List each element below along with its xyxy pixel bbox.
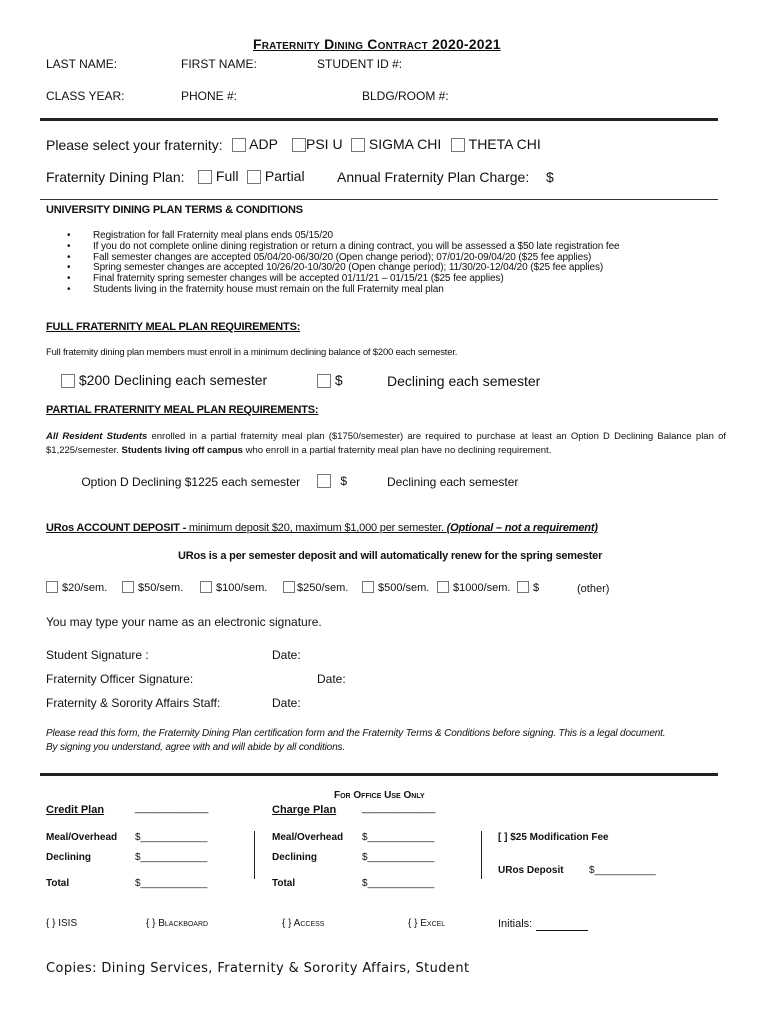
uros-100-checkbox[interactable]	[200, 581, 212, 593]
uros-20-label: $20/sem.	[62, 582, 108, 594]
uros-option-500[interactable]	[362, 581, 429, 594]
charge-meal-overhead-value: $____________	[362, 832, 435, 843]
terms-item: • If you do not complete online dining registration or return a dining contract, you will be assessed a $50 late registration fee	[67, 242, 620, 253]
uros-option-20[interactable]	[46, 581, 107, 594]
uros-custom-checkbox[interactable]	[517, 581, 529, 593]
credit-declining-value: $____________	[135, 852, 208, 863]
credit-declining-label: Declining	[46, 852, 92, 863]
uros-heading-label: URos ACCOUNT DEPOSIT -	[46, 522, 187, 534]
full-200-label: $200 Declining each semester	[78, 372, 268, 388]
uros-50-label: $50/sem.	[138, 582, 184, 594]
partial-custom-symbol: $	[340, 474, 348, 488]
uros-500-label: $500/sem.	[378, 582, 430, 594]
fraternity-option-theta-chi[interactable]	[451, 136, 541, 152]
uros-custom-symbol: $	[533, 582, 540, 594]
first-name-label: FIRST NAME:	[181, 57, 257, 71]
full-custom-text: Declining each semester	[387, 373, 541, 389]
partial-label: Partial	[264, 168, 305, 184]
uros-option-100[interactable]	[200, 581, 267, 594]
system-access: { } Access	[282, 918, 325, 929]
uros-other-label: (other)	[577, 583, 610, 595]
full-plan-text: Full fraternity dining plan members must enroll in a minimum declining balance of $200 each semester.	[46, 347, 458, 358]
terms-heading: UNIVERSITY DINING PLAN TERMS & CONDITIONS	[46, 204, 303, 216]
uros-deposit-value: $___________	[589, 865, 656, 876]
uros-option-250[interactable]	[283, 581, 348, 594]
theta-chi-checkbox[interactable]	[451, 138, 465, 152]
credit-meal-overhead-value: $____________	[135, 832, 208, 843]
plan-option-partial[interactable]	[247, 168, 305, 184]
partial-option-custom[interactable]	[317, 474, 347, 488]
uros-option-50[interactable]	[122, 581, 183, 594]
staff-signature-label: Fraternity & Sorority Affairs Staff:	[46, 696, 221, 710]
terms-item: • Registration for fall Fraternity meal plans ends 05/15/20	[67, 231, 620, 242]
system-excel: { } Excel	[408, 918, 446, 929]
sigma-chi-checkbox[interactable]	[351, 138, 365, 152]
fraternity-option-adp[interactable]	[232, 136, 278, 152]
plan-option-full[interactable]	[198, 168, 238, 184]
dining-plan-label: Fraternity Dining Plan:	[46, 169, 185, 185]
fraternity-select-label: Please select your fraternity:	[46, 137, 223, 153]
resident-students-emphasis: All Resident Students	[46, 431, 148, 442]
office-column-divider-1	[254, 831, 255, 879]
credit-meal-overhead-label: Meal/Overhead	[46, 832, 118, 843]
charge-plan-label: Charge Plan	[272, 804, 337, 816]
full-200-checkbox[interactable]	[61, 374, 75, 388]
uros-1000-checkbox[interactable]	[437, 581, 449, 593]
option-d-label: Option D Declining $1225 each semester	[81, 475, 301, 489]
full-option-200[interactable]	[61, 372, 267, 388]
student-date-label: Date:	[272, 648, 301, 662]
office-divider	[40, 773, 718, 776]
initials-label: Initials:	[498, 918, 533, 930]
off-campus-emphasis: Students living off campus	[121, 445, 243, 456]
full-custom-checkbox[interactable]	[317, 374, 331, 388]
adp-label: ADP	[249, 136, 278, 152]
plan-divider	[40, 199, 718, 200]
header-divider	[40, 118, 718, 121]
bldg-room-label: BLDG/ROOM #:	[362, 89, 449, 103]
full-option-custom[interactable]	[317, 372, 343, 388]
charge-total-value: $____________	[362, 878, 435, 889]
uros-heading-rest: minimum deposit $20, maximum $1,000 per semester.	[186, 522, 447, 534]
uros-option-custom[interactable]	[517, 581, 539, 594]
page-title: Fraternity Dining Contract 2020-2021	[253, 36, 501, 52]
uros-optional: (Optional – not a requirement)	[446, 522, 598, 534]
partial-text-part2: who enroll in a partial fraternity meal plan have no declining requirement.	[242, 445, 552, 456]
terms-list	[67, 231, 620, 296]
theta-chi-label: THETA CHI	[468, 136, 541, 152]
system-isis: { } ISIS	[46, 918, 78, 929]
partial-text-part1: enrolled in a partial fraternity meal plan ($1750/semester) are required to purchase at least an Option D Declining Balance plan of $1,225/semester.	[46, 431, 726, 456]
uros-100-label: $100/sem.	[216, 582, 268, 594]
uros-heading	[46, 522, 598, 534]
legal-notice-line1: Please read this form, the Fraternity Dining Plan certification form and the Fraternity Terms & Conditions before signing. This is a legal document.	[46, 728, 666, 739]
sigma-chi-label: SIGMA CHI	[368, 136, 442, 152]
uros-note: URos is a per semester deposit and will automatically renew for the spring semester	[178, 550, 603, 562]
class-year-label: CLASS YEAR:	[46, 89, 125, 103]
psi-u-checkbox[interactable]	[292, 138, 306, 152]
annual-charge-label: Annual Fraternity Plan Charge:	[337, 169, 530, 185]
uros-deposit-label: URos Deposit	[498, 865, 564, 876]
legal-notice-line2: By signing you understand, agree with and will abide by all conditions.	[46, 742, 345, 753]
electronic-signature-note: You may type your name as an electronic signature.	[46, 615, 322, 629]
full-plan-heading: FULL FRATERNITY MEAL PLAN REQUIREMENTS:	[46, 321, 301, 333]
fraternity-option-sigma-chi[interactable]	[351, 136, 441, 152]
partial-plan-text	[46, 430, 726, 458]
officer-date-label: Date:	[317, 672, 346, 686]
student-signature-label: Student Signature :	[46, 648, 149, 662]
adp-checkbox[interactable]	[232, 138, 246, 152]
phone-label: PHONE #:	[181, 89, 238, 103]
uros-option-1000[interactable]	[437, 581, 510, 594]
option-d-checkbox[interactable]	[64, 475, 78, 489]
full-checkbox[interactable]	[198, 170, 212, 184]
office-column-divider-2	[481, 831, 482, 879]
charge-declining-label: Declining	[272, 852, 318, 863]
terms-item: • Fall semester changes are accepted 05/04/20-06/30/20 (Open change period); 07/01/20-09/04/20 ($25 fee applies)	[67, 253, 620, 264]
credit-total-value: $____________	[135, 878, 208, 889]
charge-plan-blank: ____________	[362, 802, 436, 814]
last-name-label: LAST NAME:	[46, 57, 118, 71]
partial-plan-heading: PARTIAL FRATERNITY MEAL PLAN REQUIREMENTS:	[46, 404, 319, 416]
partial-custom-text: Declining each semester	[387, 475, 519, 489]
fraternity-option-psi-u[interactable]	[292, 136, 343, 152]
terms-item: • Final fraternity spring semester changes will be accepted 01/11/21 – 01/15/21 ($25 fee applies)	[67, 274, 620, 285]
charge-declining-value: $____________	[362, 852, 435, 863]
modification-fee: [ ] $25 Modification Fee	[498, 832, 609, 843]
partial-custom-checkbox[interactable]	[317, 474, 331, 488]
copies-footer: Copies: Dining Services, Fraternity & Sorority Affairs, Student	[46, 961, 470, 976]
uros-50-checkbox[interactable]	[122, 581, 134, 593]
student-id-label: STUDENT ID #:	[317, 57, 403, 71]
uros-250-checkbox[interactable]	[283, 581, 295, 593]
charge-total-label: Total	[272, 878, 296, 889]
annual-charge-symbol: $	[546, 169, 554, 185]
staff-date-label: Date:	[272, 696, 301, 710]
full-custom-symbol: $	[334, 372, 343, 388]
uros-1000-label: $1000/sem.	[453, 582, 511, 594]
officer-signature-label: Fraternity Officer Signature:	[46, 672, 194, 686]
partial-checkbox[interactable]	[247, 170, 261, 184]
uros-250-label: $250/sem.	[297, 582, 349, 594]
uros-500-checkbox[interactable]	[362, 581, 374, 593]
office-use-heading: For Office Use Only	[334, 790, 425, 801]
terms-item: • Spring semester changes are accepted 10/26/20-10/30/20 (Open change period); 11/30/20-12/04/20 ($25 fee applies)	[67, 263, 620, 274]
partial-option-d[interactable]	[64, 475, 300, 489]
terms-item: • Students living in the fraternity house must remain on the full Fraternity meal plan	[67, 285, 620, 296]
system-blackboard: { } Blackboard	[146, 918, 209, 929]
credit-plan-blank: ____________	[135, 802, 209, 814]
psi-u-label: PSI U	[306, 136, 343, 152]
charge-meal-overhead-label: Meal/Overhead	[272, 832, 344, 843]
initials-line	[536, 930, 588, 931]
credit-total-label: Total	[46, 878, 70, 889]
credit-plan-label: Credit Plan	[46, 804, 105, 816]
full-label: Full	[215, 168, 239, 184]
uros-20-checkbox[interactable]	[46, 581, 58, 593]
